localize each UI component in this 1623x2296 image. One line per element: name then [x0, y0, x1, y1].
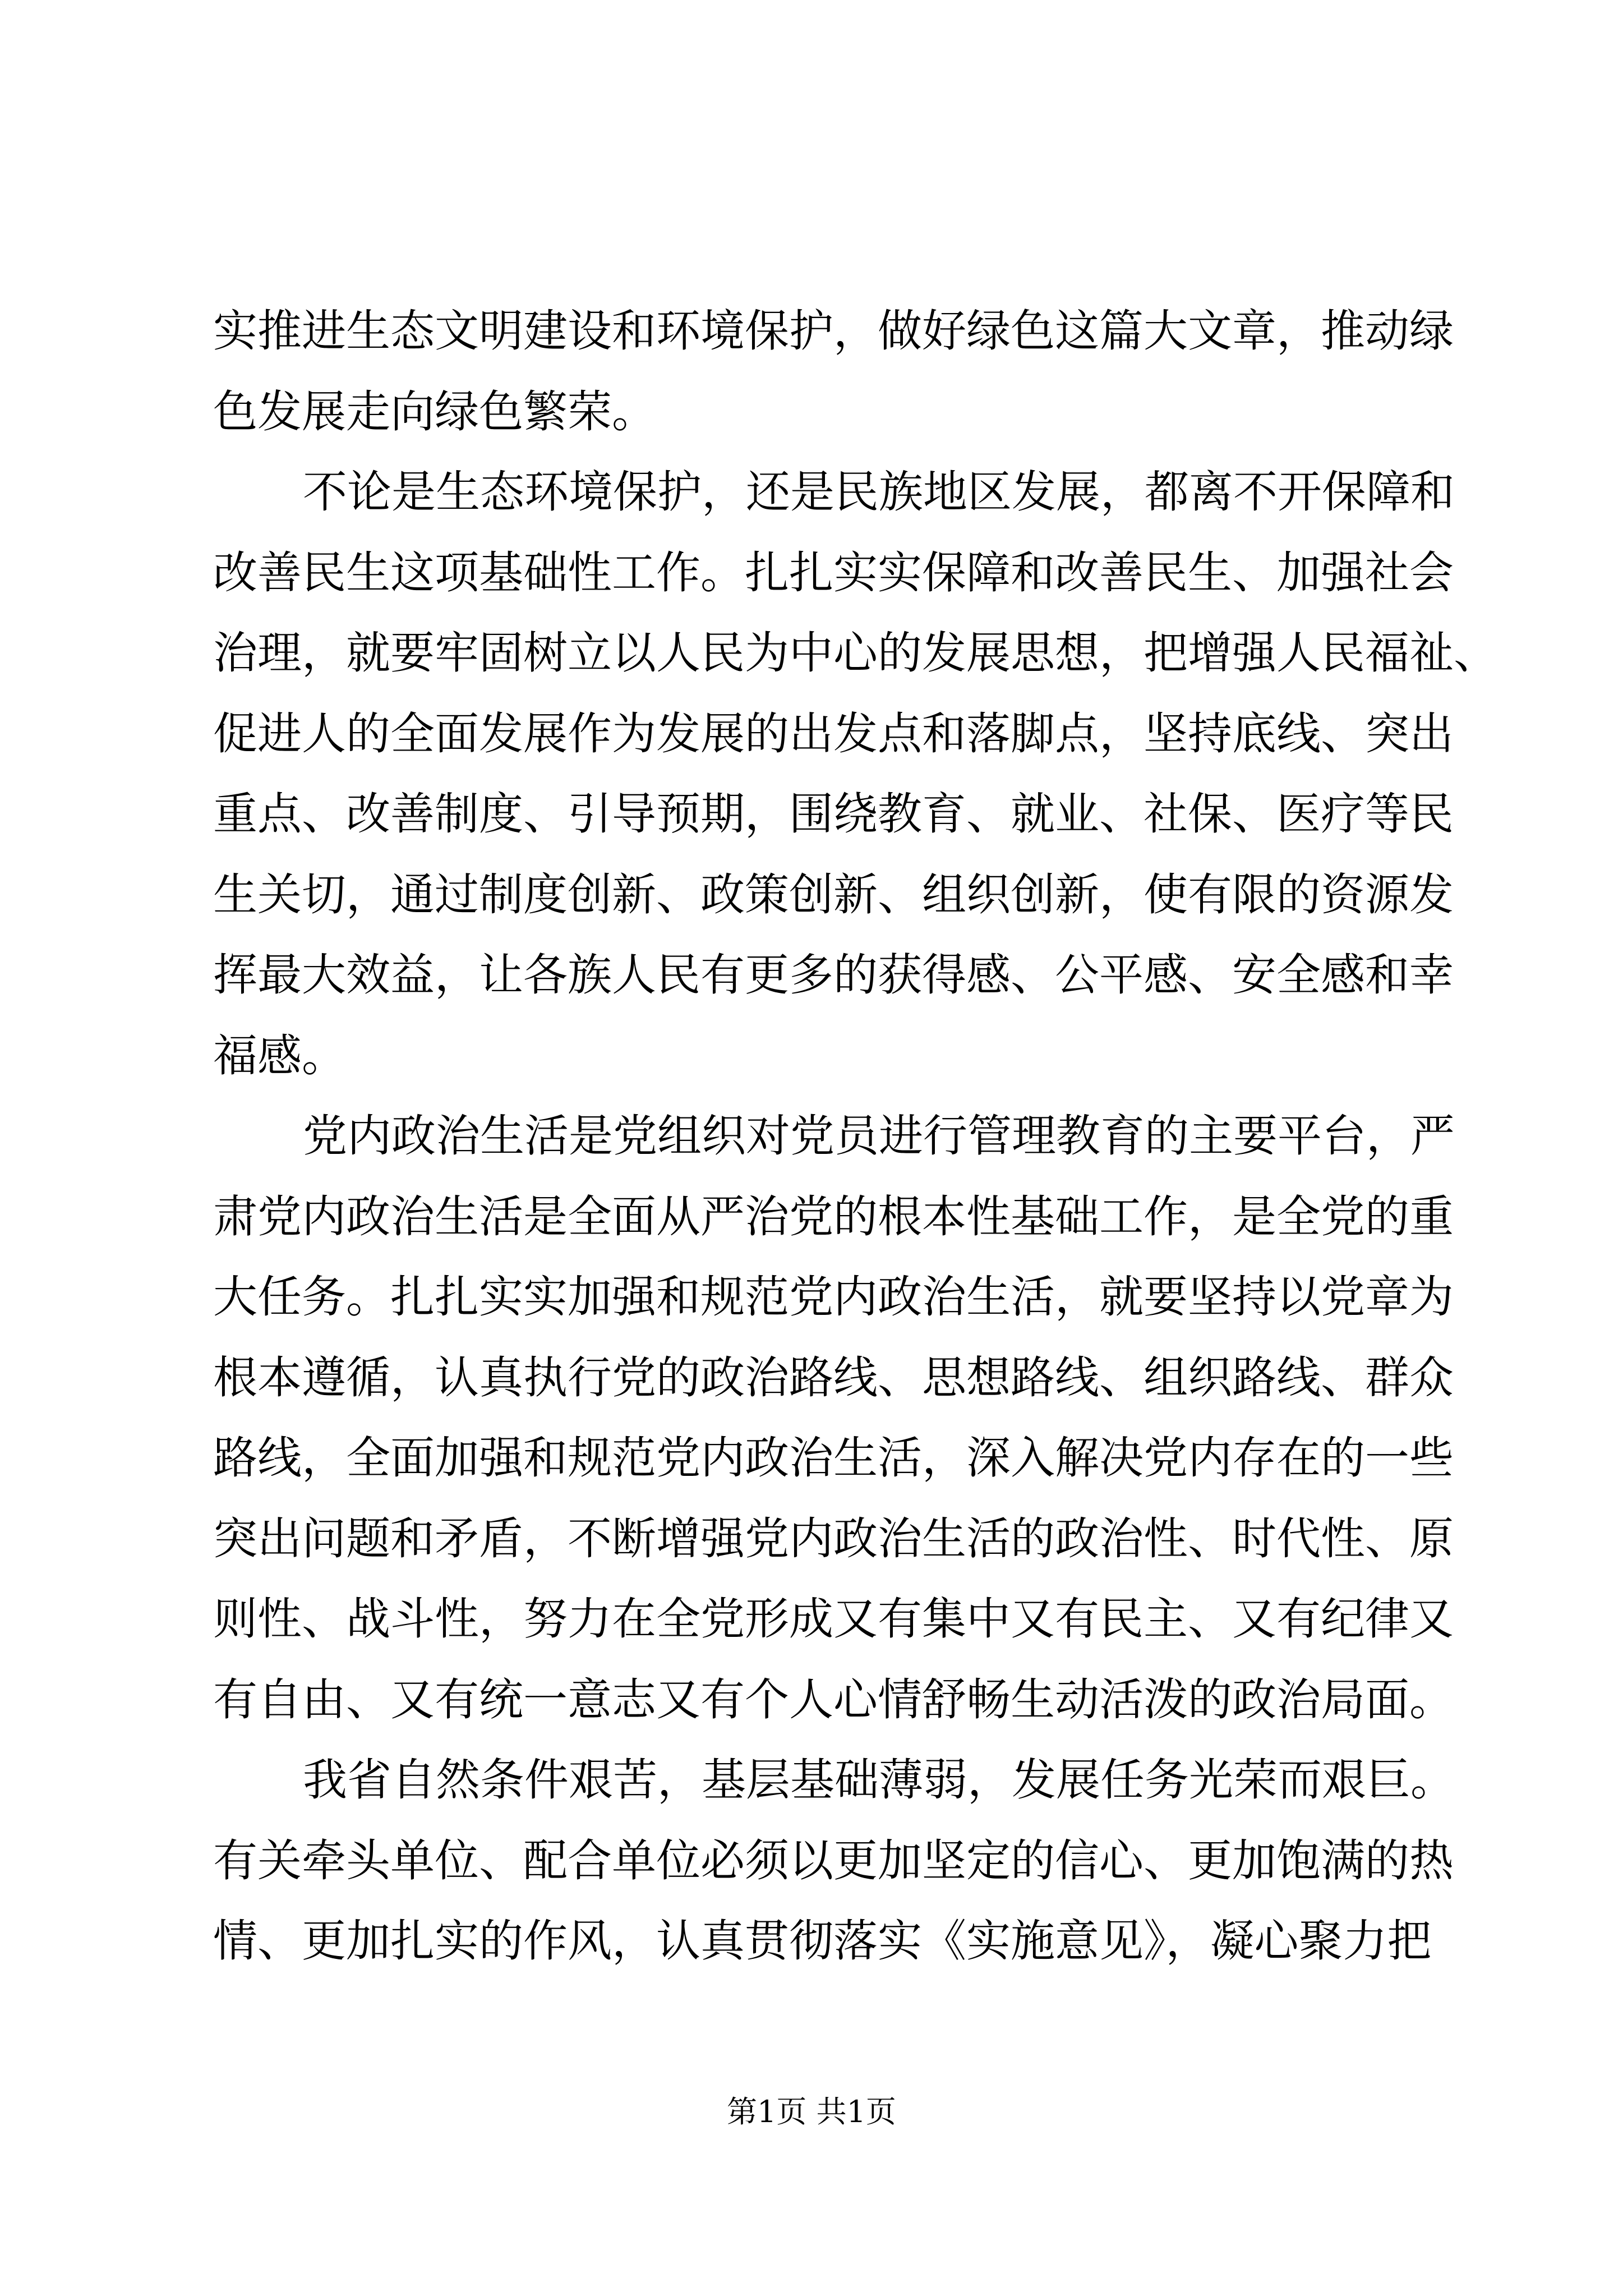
text-line: 有关牵头单位、配合单位必须以更加坚定的信心、更加饱满的热	[213, 1834, 1454, 1887]
text-line: 我省自然条件艰苦，基层基础薄弱，发展任务光荣而艰巨。	[303, 1754, 1455, 1806]
text-line: 重点、改善制度、引导预期，围绕教育、就业、社保、医疗等民	[213, 788, 1454, 840]
text-line: 突出问题和矛盾，不断增强党内政治生活的政治性、时代性、原	[213, 1512, 1454, 1565]
text-line: 实推进生态文明建设和环境保护，做好绿色这篇大文章，推动绿	[213, 305, 1454, 357]
text-line: 生关切，通过制度创新、政策创新、组织创新，使有限的资源发	[213, 868, 1454, 921]
text-line: 有自由、又有统一意志又有个人心情舒畅生动活泼的政治局面。	[213, 1673, 1454, 1726]
text-line: 促进人的全面发展作为发展的出发点和落脚点，坚持底线、突出	[213, 707, 1454, 760]
text-line: 福感。	[213, 1029, 346, 1082]
page-footer: 第1页 共1页	[727, 2094, 896, 2129]
text-line: 路线，全面加强和规范党内政治生活，深入解决党内存在的一些	[213, 1432, 1454, 1484]
text-line: 根本遵循，认真执行党的政治路线、思想路线、组织路线、群众	[213, 1351, 1454, 1404]
text-line: 肃党内政治生活是全面从严治党的根本性基础工作，是全党的重	[213, 1190, 1454, 1243]
text-line: 情、更加扎实的作风，认真贯彻落实《实施意见》，凝心聚力把	[213, 1915, 1432, 1967]
text-line: 治理，就要牢固树立以人民为中心的发展思想，把增强人民福祉、	[213, 627, 1498, 679]
text-line: 党内政治生活是党组织对党员进行管理教育的主要平台，严	[303, 1110, 1455, 1162]
text-line: 改善民生这项基础性工作。扎扎实实保障和改善民生、加强社会	[213, 546, 1454, 599]
text-line: 不论是生态环境保护，还是民族地区发展，都离不开保障和	[303, 466, 1455, 518]
text-line: 大任务。扎扎实实加强和规范党内政治生活，就要坚持以党章为	[213, 1271, 1454, 1323]
text-line: 则性、战斗性，努力在全党形成又有集中又有民主、又有纪律又	[213, 1593, 1454, 1645]
text-line: 挥最大效益，让各族人民有更多的获得感、公平感、安全感和幸	[213, 949, 1454, 1001]
text-line: 色发展走向绿色繁荣。	[213, 385, 656, 438]
